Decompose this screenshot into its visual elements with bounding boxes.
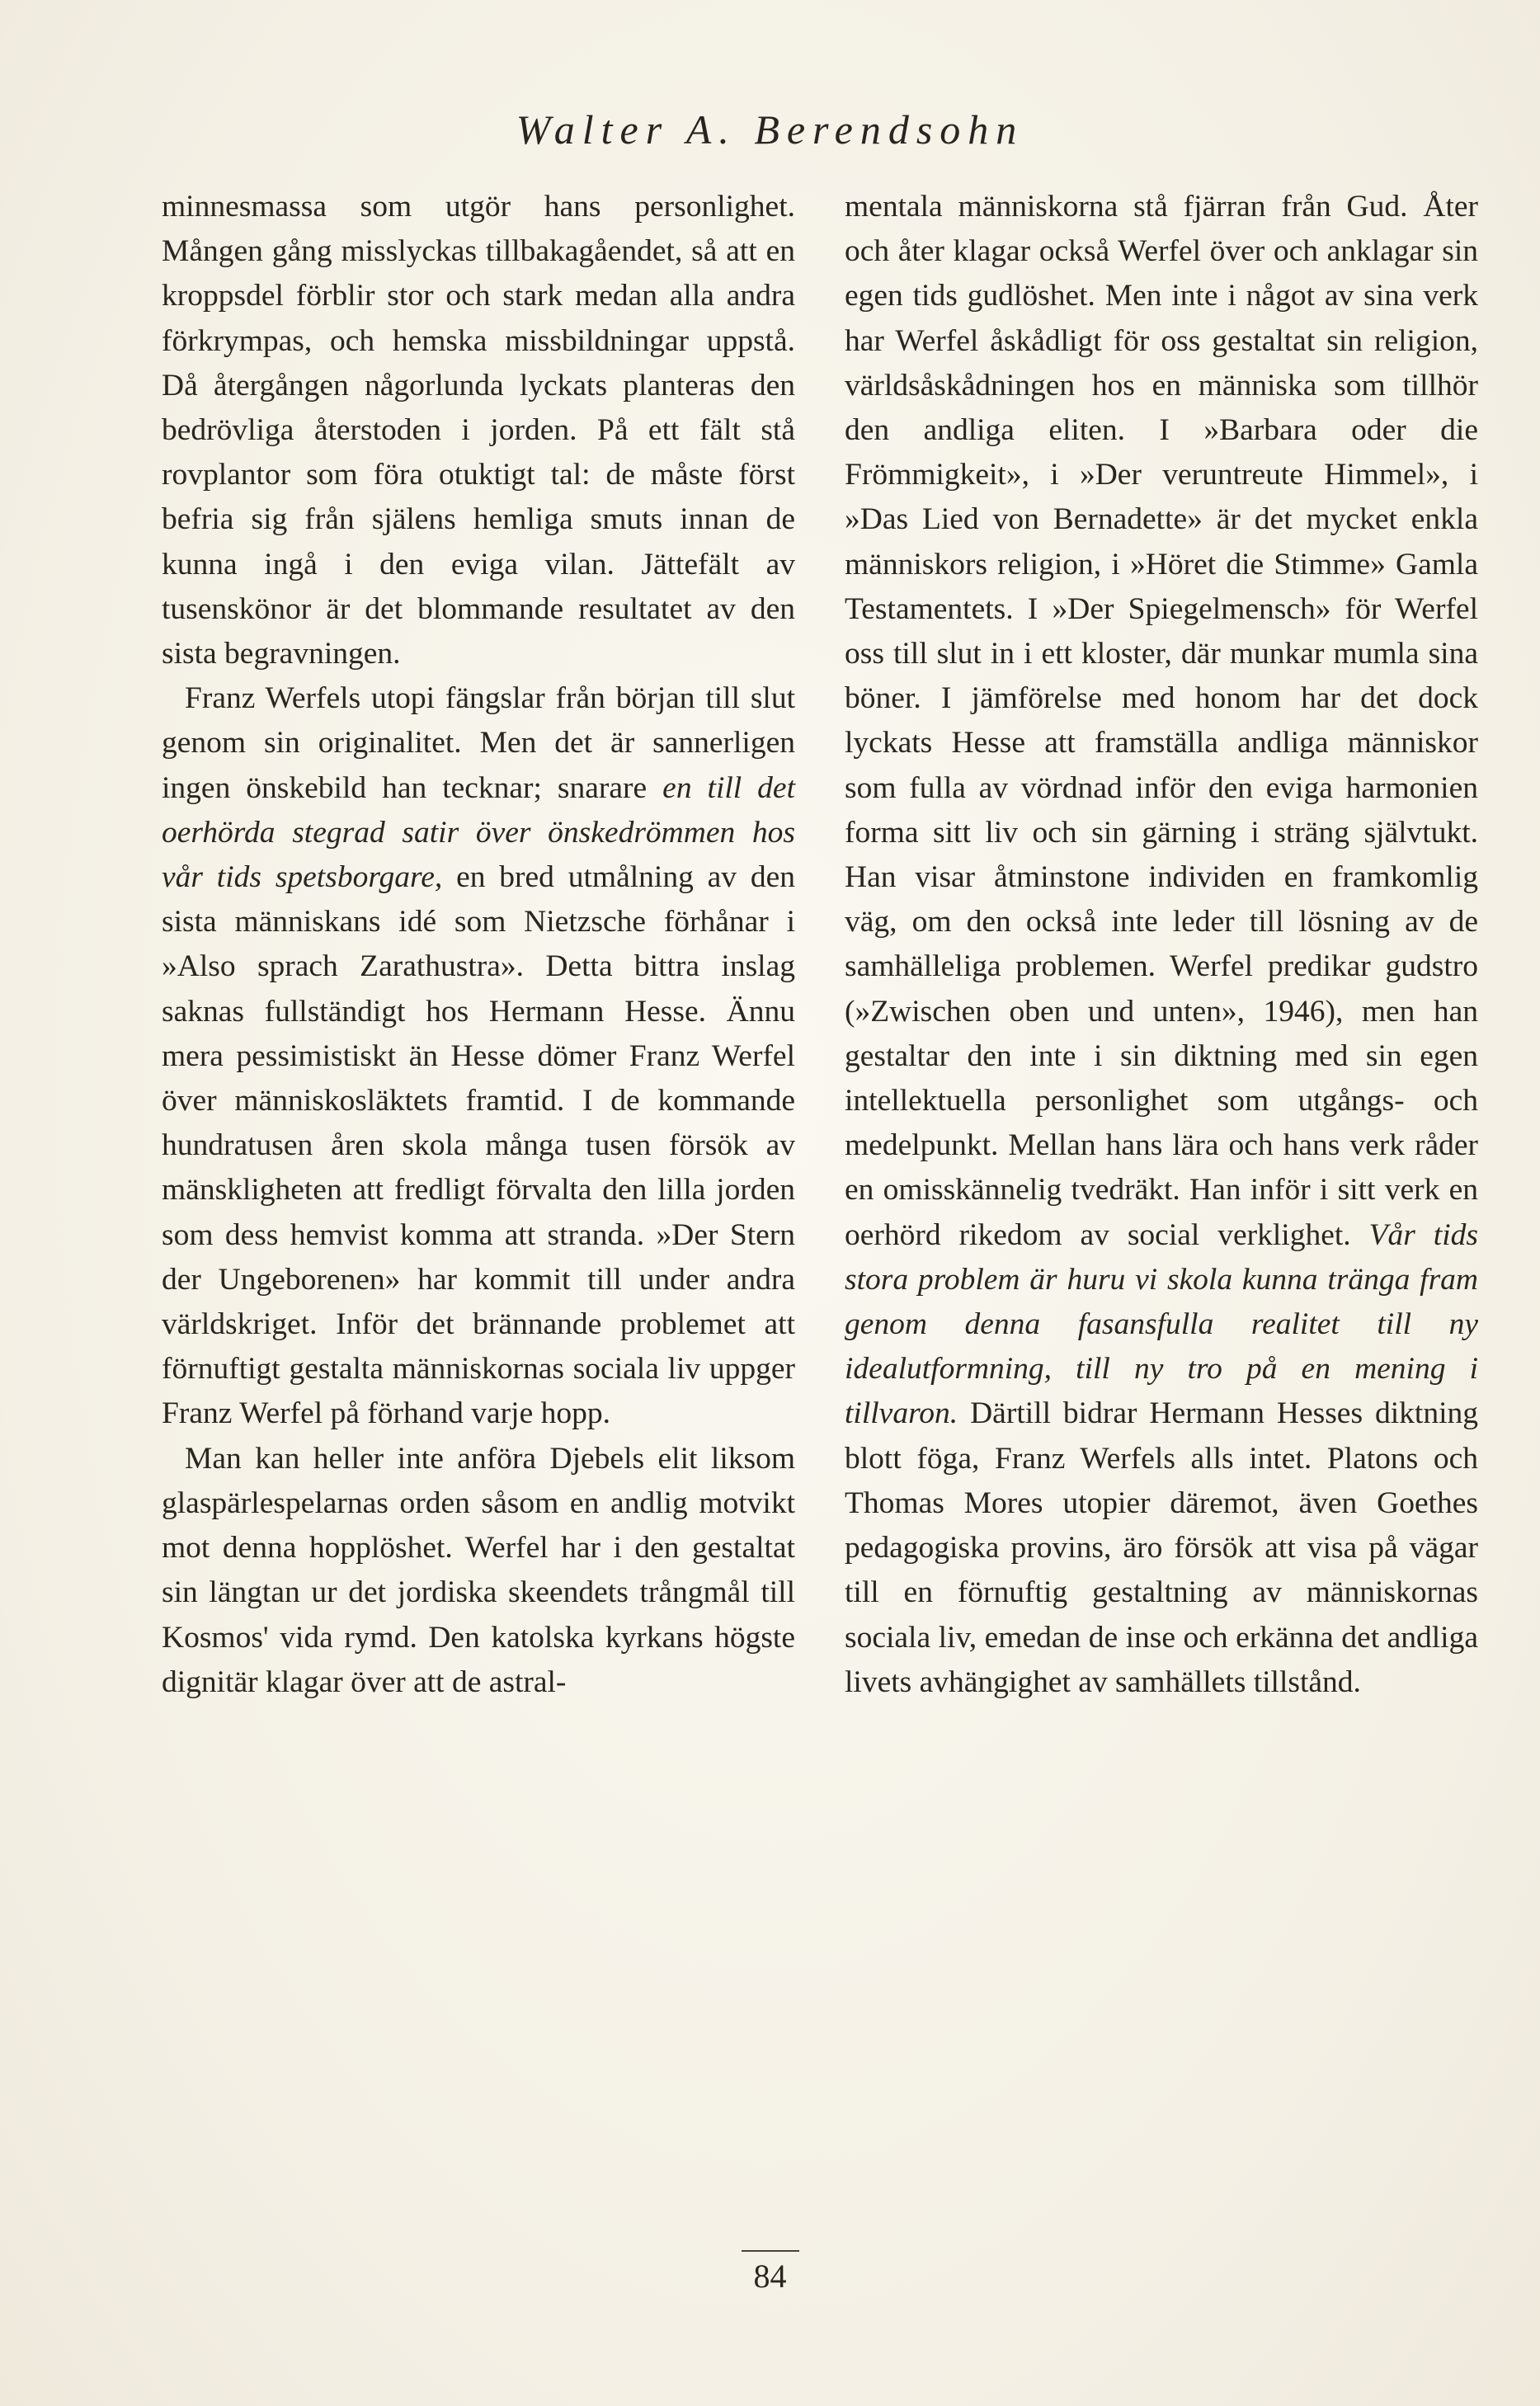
page-footer bbox=[0, 2250, 1540, 2295]
right-paragraph-1-text-a: mentala människorna stå fjärran från Gud. Åter och åter klagar också Werfel över och anklagar sin egen tids gudlöshet. Men inte i något av sina verk har Werfel åskådligt för oss gestaltat sin religion, världsåskådningen hos en människa som tillhör den andliga eliten. I »Barbara oder die Frömmigkeit», i »Der veruntreute Himmel», i »Das Lied von Bernadette» är det mycket enkla människors religion, i »Höret die Stimme» Gamla Testamentets. I »Der Spiegelmensch» för Werfel oss till slut in i ett kloster, där munkar mumla sina böner. I jämförelse med honom har det dock lyckats Hesse att framställa andliga människor som fulla av vördnad inför den eviga harmonien forma sitt liv och sin gärning i sträng självtukt. Han visar åtminstone individen en framkomlig väg, om den också inte leder till lösning av de samhälleliga problemen. Werfel predikar gudstro (»Zwischen oben und unten», 1946), men han gestaltar den inte i sin diktning med sin egen intellektuella personlighet som utgångs- och medelpunkt. Mellan hans lära och hans verk råder en omisskännelig tvedräkt. Han inför i sitt verk en oerhörd rikedom av social verklighet. bbox=[845, 190, 1478, 1252]
running-head-author: Walter A. Berendsohn bbox=[516, 106, 1024, 153]
right-paragraph-1 bbox=[845, 185, 1478, 1705]
left-paragraph-3: Man kan heller inte anföra Djebels elit liksom glaspärlespelarnas orden såsom en andlig motvikt mot denna hopplöshet. Werfel har i den gestaltat sin längtan ur det jordiska skeendets trångmål till Kosmos' vida rymd. Den katolska kyrkans högste dignitär klagar över att de astral- bbox=[162, 1441, 795, 1699]
page-number: 84 bbox=[753, 2258, 787, 2295]
folio-rule bbox=[742, 2250, 799, 2252]
left-column bbox=[162, 185, 795, 1705]
left-paragraph-2 bbox=[162, 676, 795, 1436]
right-paragraph-1-text-b: Därtill bidrar Hermann Hesses diktning blott föga, Franz Werfels alls intet. Platons och Thomas Mores utopier däremot, även Goethes pedagogiska provins, äro försök att visa på vägar till en förnuftig gestaltning av människornas sociala liv, emedan de inse och erkänna det andliga livets avhängighet av samhällets tillstånd. bbox=[845, 1396, 1478, 1699]
left-paragraph-2-text-b: en bred utmålning av den sista människans idé som Nietzsche förhånar i »Also sprach Zarathustra». Detta bittra inslag saknas fullständigt hos Hermann Hesse. Ännu mera pessimistiskt än Hesse dömer Franz Werfel över människosläktets framtid. I de kommande hundratusen åren skola många tusen försök av mänskligheten att fredligt förvalta den lilla jorden som dess hemvist komma att stranda. »Der Stern der Ungeborenen» har kommit till under andra världskriget. Inför det brännande problemet att förnuftigt gestalta människornas sociala liv uppger Franz Werfel på förhand varje hopp. bbox=[162, 860, 796, 1431]
left-paragraph-2-text-a: Franz Werfels utopi fängslar från början till slut genom sin originalitet. Men det är sannerligen ingen önskebild han tecknar; snarare bbox=[162, 681, 795, 805]
right-column bbox=[845, 185, 1478, 1705]
left-paragraph-2-italic: en till det oerhörda stegrad satir över önskedrömmen hos vår tids spetsborgare, bbox=[162, 770, 796, 895]
left-paragraph-1: minnesmassa som utgör hans personlighet. Mången gång misslyckas tillbakagåendet, så att en kroppsdel förblir stor och stark medan alla andra förkrympas, och hemska missbildningar uppstå. Då återgången någorlunda lyckats planteras den bedrövliga återstoden i jorden. På ett fält stå rovplantor som föra otuktigt tal: de måste först befria sig från själens hemliga smuts innan de kunna ingå i den eviga vilan. Jättefält av tusenskönor är det blommande resultatet av den sista begravningen. bbox=[162, 190, 795, 671]
right-paragraph-1-italic: Vår tids stora problem är huru vi skola kunna tränga fram genom denna fasansfulla realitet till ny idealutformning, till ny tro på en mening i tillvaron. bbox=[845, 1217, 1478, 1431]
